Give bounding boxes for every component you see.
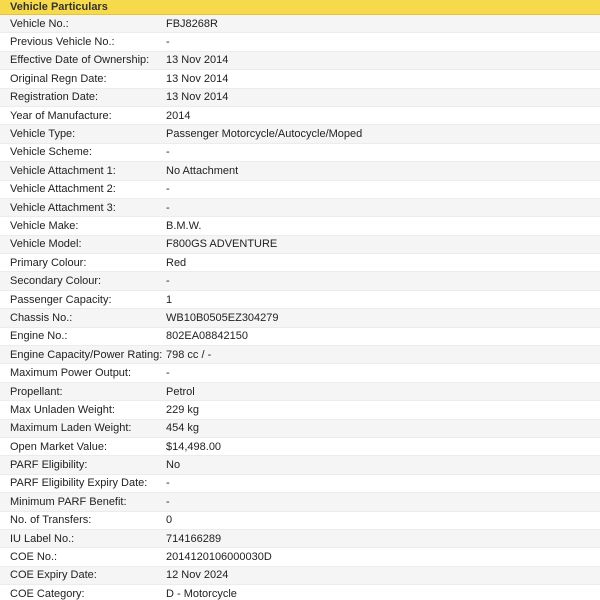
row-label: COE Expiry Date: (10, 569, 97, 582)
particulars-row (0, 328, 600, 346)
particulars-row (0, 548, 600, 566)
row-label: Passenger Capacity: (10, 293, 112, 306)
row-value: WB10B0505EZ304279 (166, 311, 279, 324)
particulars-row (0, 420, 600, 438)
row-label: Vehicle Scheme: (10, 146, 92, 159)
particulars-row (0, 530, 600, 548)
row-value: 13 Nov 2014 (166, 91, 229, 104)
row-label: Vehicle Model: (10, 238, 82, 251)
particulars-row (0, 199, 600, 217)
row-value: 13 Nov 2014 (166, 54, 229, 67)
particulars-row (0, 346, 600, 364)
particulars-row (0, 272, 600, 290)
particulars-row (0, 70, 600, 88)
particulars-row (0, 585, 600, 600)
row-label: Maximum Laden Weight: (10, 422, 132, 435)
row-value: - (166, 36, 170, 49)
row-value: - (166, 367, 170, 380)
particulars-row (0, 15, 600, 33)
row-label: Vehicle Attachment 2: (10, 183, 116, 196)
row-label: Primary Colour: (10, 256, 87, 269)
particulars-row (0, 162, 600, 180)
particulars-row (0, 291, 600, 309)
particulars-row (0, 383, 600, 401)
row-value: - (166, 146, 170, 159)
row-label: IU Label No.: (10, 532, 75, 545)
row-value: - (166, 183, 170, 196)
row-label: PARF Eligibility Expiry Date: (10, 477, 148, 490)
row-value: B.M.W. (166, 219, 202, 232)
row-value: 2014 (166, 109, 191, 122)
row-value: 1 (166, 293, 173, 306)
particulars-row (0, 144, 600, 162)
row-value: 13 Nov 2014 (166, 72, 229, 85)
particulars-row (0, 254, 600, 272)
particulars-row (0, 475, 600, 493)
row-value: 12 Nov 2024 (166, 569, 229, 582)
row-label: Vehicle No.: (10, 17, 69, 30)
particulars-row (0, 217, 600, 235)
row-label: Minimum PARF Benefit: (10, 495, 127, 508)
row-label: Original Regn Date: (10, 72, 107, 85)
row-label: Effective Date of Ownership: (10, 54, 150, 67)
row-label: Vehicle Type: (10, 128, 76, 141)
row-label: Year of Manufacture: (10, 109, 112, 122)
particulars-row (0, 493, 600, 511)
particulars-row (0, 309, 600, 327)
row-value: No (166, 459, 181, 472)
row-value: - (166, 495, 170, 508)
particulars-row (0, 107, 600, 125)
particulars-row (0, 181, 600, 199)
row-label: Maximum Power Output: (10, 367, 132, 380)
particulars-row (0, 33, 600, 51)
row-label: Engine No.: (10, 330, 68, 343)
row-label: Engine Capacity/Power Rating: (10, 348, 163, 361)
row-label: PARF Eligibility: (10, 459, 88, 472)
row-label: No. of Transfers: (10, 514, 92, 527)
row-value: 2014120106000030D (166, 551, 272, 564)
row-value: FBJ8268R (166, 17, 218, 30)
row-value: - (166, 201, 170, 214)
particulars-row (0, 401, 600, 419)
row-value: $14,498.00 (166, 440, 222, 453)
particulars-row (0, 125, 600, 143)
panel-title: Vehicle Particulars (0, 0, 600, 15)
row-label: Chassis No.: (10, 311, 73, 324)
particulars-row (0, 52, 600, 70)
row-label: Vehicle Attachment 3: (10, 201, 116, 214)
row-label: COE Category: (10, 587, 85, 600)
row-label: Open Market Value: (10, 440, 108, 453)
row-label: Previous Vehicle No.: (10, 36, 115, 49)
row-value: D - Motorcycle (166, 587, 237, 600)
row-value: - (166, 477, 170, 490)
particulars-row (0, 364, 600, 382)
row-value: 802EA08842150 (166, 330, 248, 343)
row-value: Petrol (166, 385, 195, 398)
particulars-list (0, 15, 600, 600)
row-value: 229 kg (166, 403, 200, 416)
particulars-row (0, 512, 600, 530)
row-value: F800GS ADVENTURE (166, 238, 278, 251)
particulars-row (0, 438, 600, 456)
row-label: Vehicle Attachment 1: (10, 164, 116, 177)
particulars-row (0, 89, 600, 107)
row-label: Registration Date: (10, 91, 99, 104)
row-value: - (166, 275, 170, 288)
particulars-row (0, 456, 600, 474)
row-label: Max Unladen Weight: (10, 403, 115, 416)
particulars-row (0, 236, 600, 254)
row-value: Red (166, 256, 187, 269)
row-value: No Attachment (166, 164, 239, 177)
particulars-row (0, 567, 600, 585)
row-label: COE No.: (10, 551, 58, 564)
row-value: 0 (166, 514, 173, 527)
row-label: Secondary Colour: (10, 275, 102, 288)
row-value: 714166289 (166, 532, 222, 545)
row-value: 454 kg (166, 422, 200, 435)
row-value: 798 cc / - (166, 348, 212, 361)
row-value: Passenger Motorcycle/Autocycle/Moped (166, 128, 363, 141)
row-label: Propellant: (10, 385, 63, 398)
row-label: Vehicle Make: (10, 219, 79, 232)
